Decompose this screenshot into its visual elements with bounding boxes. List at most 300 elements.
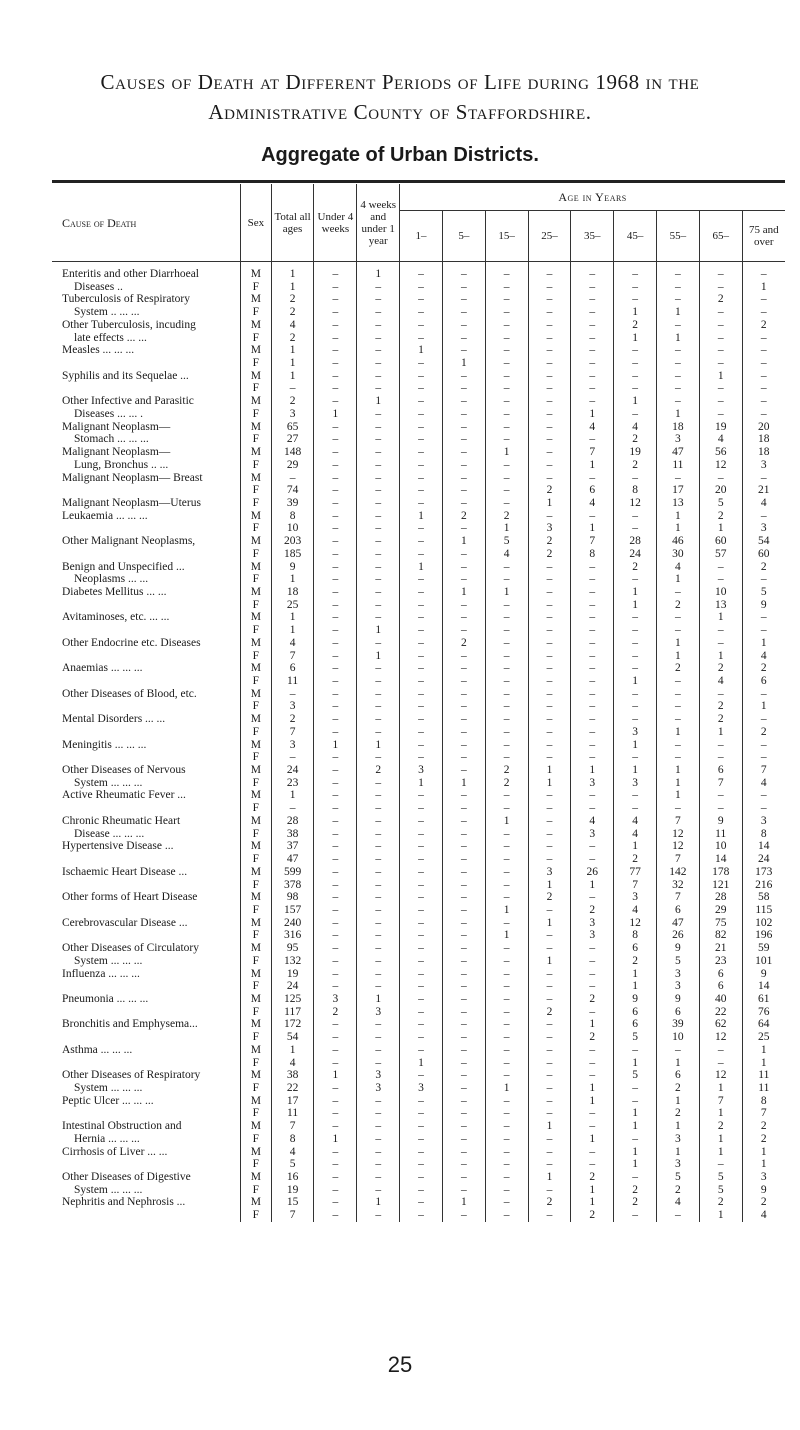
cause-label: Other Diseases of Circulatory [62, 942, 200, 955]
table-row [52, 637, 785, 650]
count-cell: 2 [485, 510, 528, 523]
count-cell: – [314, 382, 357, 395]
sex-cell: F [241, 853, 272, 866]
sex-cell: F [241, 828, 272, 841]
count-cell: – [485, 262, 528, 281]
sex-cell: F [241, 980, 272, 993]
count-cell: 76 [742, 1006, 785, 1019]
count-cell: 8 [742, 1095, 785, 1108]
count-cell: 28 [614, 535, 657, 548]
count-cell: – [271, 472, 314, 485]
count-cell: 4 [571, 497, 614, 510]
count-cell: – [571, 942, 614, 955]
count-cell: – [528, 700, 571, 713]
cause-label: Leukaemia ... ... ... [62, 509, 148, 522]
count-cell: 1 [656, 522, 699, 535]
count-cell: 1 [614, 980, 657, 993]
count-cell: 1 [485, 586, 528, 599]
count-cell: – [571, 840, 614, 853]
count-cell: – [314, 1107, 357, 1120]
count-cell: 1 [442, 1196, 485, 1209]
count-cell: 6 [271, 662, 314, 675]
table-row [52, 573, 785, 586]
cause-label: Ischaemic Heart Disease ... [62, 865, 188, 878]
count-cell: 9 [742, 1184, 785, 1197]
table-row [52, 293, 785, 306]
count-cell: 2 [528, 1006, 571, 1019]
count-cell: 3 [571, 929, 614, 942]
count-cell: 2 [528, 891, 571, 904]
table-row [52, 751, 785, 764]
sex-cell: M [241, 1146, 272, 1159]
count-cell: 29 [271, 459, 314, 472]
count-cell: – [485, 459, 528, 472]
count-cell: – [357, 446, 400, 459]
count-cell: 1 [742, 1158, 785, 1171]
count-cell: – [485, 433, 528, 446]
count-cell: 62 [699, 1018, 742, 1031]
count-cell: – [400, 1146, 443, 1159]
header-age-25: 25– [528, 211, 571, 262]
count-cell: 24 [742, 853, 785, 866]
sex-cell: M [241, 942, 272, 955]
header-age-45: 45– [614, 211, 657, 262]
count-cell: 5 [699, 497, 742, 510]
count-cell: – [528, 726, 571, 739]
count-cell: – [656, 281, 699, 294]
count-cell: 4 [485, 548, 528, 561]
cause-label [52, 675, 241, 688]
count-cell: – [528, 815, 571, 828]
count-cell: 39 [271, 497, 314, 510]
count-cell: – [528, 968, 571, 981]
count-cell: – [400, 370, 443, 383]
count-cell: 7 [742, 764, 785, 777]
count-cell: – [699, 306, 742, 319]
count-cell: 22 [271, 1082, 314, 1095]
count-cell: 1 [656, 726, 699, 739]
count-cell: 39 [656, 1018, 699, 1031]
table-row [52, 1018, 785, 1031]
count-cell: 8 [614, 929, 657, 942]
count-cell: 1 [271, 357, 314, 370]
count-cell: – [614, 611, 657, 624]
table-row [52, 1006, 785, 1019]
count-cell: 117 [271, 1006, 314, 1019]
count-cell: 1 [528, 917, 571, 930]
count-cell: 12 [614, 917, 657, 930]
count-cell: – [400, 535, 443, 548]
count-cell: – [400, 815, 443, 828]
count-cell: 1 [528, 497, 571, 510]
sex-cell: F [241, 573, 272, 586]
count-cell: – [400, 1158, 443, 1171]
count-cell: 1 [357, 395, 400, 408]
count-cell: – [571, 586, 614, 599]
count-cell: 46 [656, 535, 699, 548]
count-cell: – [357, 357, 400, 370]
count-cell: – [357, 344, 400, 357]
count-cell: 56 [699, 446, 742, 459]
count-cell: – [571, 688, 614, 701]
count-cell: – [314, 1082, 357, 1095]
count-cell: 5 [271, 1158, 314, 1171]
count-cell: – [742, 293, 785, 306]
count-cell: – [400, 1018, 443, 1031]
header-age-1: 1– [400, 211, 443, 262]
count-cell: – [528, 713, 571, 726]
count-cell: 1 [442, 777, 485, 790]
count-cell: – [314, 421, 357, 434]
count-cell: 1 [571, 1082, 614, 1095]
count-cell: – [528, 281, 571, 294]
count-cell: – [442, 942, 485, 955]
table-row [52, 484, 785, 497]
table-row [52, 688, 785, 701]
count-cell: – [485, 637, 528, 650]
count-cell: 1 [699, 611, 742, 624]
count-cell: 47 [271, 853, 314, 866]
count-cell: – [442, 472, 485, 485]
count-cell: 1 [400, 561, 443, 574]
count-cell: 1 [656, 777, 699, 790]
count-cell: – [571, 650, 614, 663]
count-cell: – [314, 1146, 357, 1159]
count-cell: 12 [699, 1031, 742, 1044]
count-cell: – [442, 1209, 485, 1222]
count-cell: – [699, 262, 742, 281]
table-row [52, 675, 785, 688]
count-cell: – [400, 739, 443, 752]
sex-cell: F [241, 1184, 272, 1197]
count-cell: 7 [271, 1209, 314, 1222]
count-cell: 216 [742, 879, 785, 892]
count-cell: – [485, 650, 528, 663]
cause-label: Other Endocrine etc. Diseases [62, 636, 201, 649]
count-cell: 1 [742, 1146, 785, 1159]
cause-label: Malignant Neoplasm— [62, 420, 171, 433]
header-age-in-years: Age in Years [400, 184, 785, 211]
table-row [52, 840, 785, 853]
count-cell: – [571, 789, 614, 802]
count-cell: – [357, 688, 400, 701]
count-cell: – [485, 866, 528, 879]
cause-label: System .. ... ... [74, 306, 140, 319]
count-cell: 1 [271, 611, 314, 624]
count-cell: 2 [271, 306, 314, 319]
count-cell: – [699, 395, 742, 408]
count-cell: 1 [614, 1158, 657, 1171]
count-cell: – [400, 395, 443, 408]
count-cell: 1 [614, 306, 657, 319]
sex-cell: M [241, 891, 272, 904]
sex-cell: F [241, 382, 272, 395]
count-cell: – [400, 586, 443, 599]
count-cell: 4 [656, 1196, 699, 1209]
count-cell: 10 [271, 522, 314, 535]
count-cell: 1 [742, 1057, 785, 1070]
table-row [52, 700, 785, 713]
count-cell: 1 [742, 281, 785, 294]
count-cell: 26 [656, 929, 699, 942]
table-row [52, 1133, 785, 1146]
count-cell: 7 [271, 1120, 314, 1133]
count-cell: 11 [271, 1107, 314, 1120]
count-cell: – [485, 497, 528, 510]
sex-cell: F [241, 1209, 272, 1222]
count-cell: 9 [699, 815, 742, 828]
count-cell: 2 [357, 764, 400, 777]
count-cell: – [442, 1044, 485, 1057]
count-cell: – [400, 433, 443, 446]
count-cell: 12 [699, 459, 742, 472]
cause-label: Measles ... ... ... [62, 344, 135, 357]
count-cell: 3 [614, 726, 657, 739]
cause-label: Other Infective and Parasitic [62, 395, 194, 408]
count-cell: 3 [528, 866, 571, 879]
count-cell: – [400, 1069, 443, 1082]
count-cell: – [314, 726, 357, 739]
cause-label: Stomach ... ... ... [74, 433, 149, 446]
count-cell: – [314, 650, 357, 663]
count-cell: 13 [656, 497, 699, 510]
count-cell: 2 [614, 1196, 657, 1209]
count-cell: – [314, 637, 357, 650]
count-cell: – [614, 357, 657, 370]
count-cell: 2 [485, 764, 528, 777]
count-cell: – [357, 561, 400, 574]
table-row [52, 395, 785, 408]
count-cell: – [699, 472, 742, 485]
count-cell: 1 [357, 262, 400, 281]
table-row [52, 1069, 785, 1082]
count-cell: 58 [742, 891, 785, 904]
count-cell: 3 [742, 1171, 785, 1184]
sex-cell: F [241, 484, 272, 497]
page-number: 25 [387, 1352, 413, 1377]
count-cell: – [528, 840, 571, 853]
count-cell: – [314, 586, 357, 599]
count-cell: 1 [271, 624, 314, 637]
count-cell: 7 [699, 777, 742, 790]
count-cell: – [614, 262, 657, 281]
count-cell: – [314, 675, 357, 688]
count-cell: – [614, 370, 657, 383]
count-cell: – [357, 408, 400, 421]
count-cell: 3 [571, 777, 614, 790]
count-cell: – [357, 421, 400, 434]
count-cell: – [400, 1196, 443, 1209]
count-cell: – [314, 497, 357, 510]
sex-cell: M [241, 446, 272, 459]
count-cell: 3 [614, 891, 657, 904]
count-cell: 2 [699, 662, 742, 675]
cause-label: Other Diseases of Digestive [62, 1171, 191, 1184]
cause-label [52, 879, 241, 892]
count-cell: – [400, 700, 443, 713]
count-cell: 1 [528, 955, 571, 968]
count-cell: 98 [271, 891, 314, 904]
count-cell: – [571, 675, 614, 688]
count-cell: 6 [742, 675, 785, 688]
count-cell: – [528, 262, 571, 281]
count-cell: – [528, 510, 571, 523]
count-cell: 2 [571, 1171, 614, 1184]
count-cell: 1 [357, 1196, 400, 1209]
count-cell: 2 [742, 1196, 785, 1209]
count-cell: – [614, 382, 657, 395]
count-cell: – [357, 522, 400, 535]
count-cell: 1 [571, 764, 614, 777]
table-row [52, 789, 785, 802]
count-cell: – [699, 357, 742, 370]
count-cell: – [357, 815, 400, 828]
count-cell: – [400, 472, 443, 485]
count-cell: – [442, 815, 485, 828]
count-cell: – [400, 522, 443, 535]
count-cell: 4 [571, 421, 614, 434]
count-cell: – [442, 548, 485, 561]
count-cell: 3 [656, 433, 699, 446]
header-cause: Cause of Death [52, 184, 241, 262]
sex-cell: F [241, 624, 272, 637]
count-cell: – [357, 484, 400, 497]
count-cell: – [614, 1095, 657, 1108]
count-cell: – [442, 599, 485, 612]
count-cell: – [571, 573, 614, 586]
sex-cell: M [241, 1044, 272, 1057]
count-cell: – [400, 573, 443, 586]
sex-cell: F [241, 497, 272, 510]
sex-cell: F [241, 1006, 272, 1019]
count-cell: – [314, 395, 357, 408]
count-cell: 203 [271, 535, 314, 548]
page-title-line-1: Causes of Death at Different Periods of Life during 1968 in the [100, 70, 700, 94]
count-cell: – [571, 357, 614, 370]
sex-cell: M [241, 262, 272, 281]
cause-label: Diseases .. [74, 280, 123, 293]
count-cell: – [442, 1120, 485, 1133]
count-cell: 1 [742, 700, 785, 713]
count-cell: – [314, 262, 357, 281]
count-cell: 1 [571, 1018, 614, 1031]
count-cell: 54 [742, 535, 785, 548]
count-cell: – [528, 306, 571, 319]
count-cell: – [485, 1209, 528, 1222]
count-cell: 77 [614, 866, 657, 879]
count-cell: – [485, 853, 528, 866]
count-cell: 13 [699, 599, 742, 612]
count-cell: – [400, 497, 443, 510]
count-cell: 2 [614, 561, 657, 574]
count-cell: 1 [614, 586, 657, 599]
count-cell: 30 [656, 548, 699, 561]
count-cell: 2 [742, 1120, 785, 1133]
count-cell: 23 [271, 777, 314, 790]
count-cell: – [528, 459, 571, 472]
count-cell: – [314, 840, 357, 853]
count-cell: 1 [656, 510, 699, 523]
table-row [52, 586, 785, 599]
count-cell: – [614, 472, 657, 485]
table-row [52, 497, 785, 510]
count-cell: 37 [271, 840, 314, 853]
count-cell: 2 [699, 713, 742, 726]
count-cell: – [357, 319, 400, 332]
count-cell: – [656, 713, 699, 726]
sex-cell: F [241, 599, 272, 612]
count-cell: 1 [614, 1120, 657, 1133]
count-cell: 6 [656, 1006, 699, 1019]
count-cell: – [614, 713, 657, 726]
count-cell: – [314, 535, 357, 548]
count-cell: – [314, 281, 357, 294]
count-cell: 5 [614, 1069, 657, 1082]
count-cell: – [442, 497, 485, 510]
count-cell: – [699, 637, 742, 650]
count-cell: 38 [271, 828, 314, 841]
header-age-65: 65– [699, 211, 742, 262]
count-cell: – [528, 344, 571, 357]
count-cell: – [400, 993, 443, 1006]
cause-label: Peptic Ulcer ... ... ... [62, 1094, 154, 1107]
count-cell: 27 [271, 433, 314, 446]
count-cell: – [400, 611, 443, 624]
count-cell: – [571, 561, 614, 574]
table-row [52, 611, 785, 624]
cause-label [52, 700, 241, 713]
count-cell: – [357, 573, 400, 586]
count-cell: 5 [742, 586, 785, 599]
count-cell: – [442, 370, 485, 383]
count-cell: – [314, 1120, 357, 1133]
cause-label: Other Diseases of Respiratory [62, 1069, 201, 1082]
count-cell: – [400, 942, 443, 955]
count-cell: – [571, 891, 614, 904]
count-cell: – [571, 637, 614, 650]
cause-label: Malignant Neoplasm— Breast [62, 471, 203, 484]
count-cell: 2 [314, 1006, 357, 1019]
count-cell: 1 [614, 968, 657, 981]
count-cell: – [528, 573, 571, 586]
count-cell: 64 [742, 1018, 785, 1031]
table-row [52, 1146, 785, 1159]
count-cell: – [485, 1006, 528, 1019]
table-row [52, 281, 785, 294]
count-cell: 4 [271, 319, 314, 332]
count-cell: – [400, 802, 443, 815]
sex-cell: F [241, 1158, 272, 1171]
count-cell: – [528, 1095, 571, 1108]
count-cell: – [614, 789, 657, 802]
sex-cell: M [241, 586, 272, 599]
count-cell: 3 [357, 1006, 400, 1019]
count-cell: – [442, 1171, 485, 1184]
count-cell: 4 [656, 561, 699, 574]
count-cell: – [742, 306, 785, 319]
count-cell: 173 [742, 866, 785, 879]
count-cell: – [442, 828, 485, 841]
table-row [52, 929, 785, 942]
count-cell: 4 [699, 675, 742, 688]
count-cell: – [485, 408, 528, 421]
count-cell: – [528, 1184, 571, 1197]
count-cell: – [314, 904, 357, 917]
count-cell: – [442, 700, 485, 713]
count-cell: – [485, 1018, 528, 1031]
count-cell: – [357, 599, 400, 612]
count-cell: – [528, 853, 571, 866]
